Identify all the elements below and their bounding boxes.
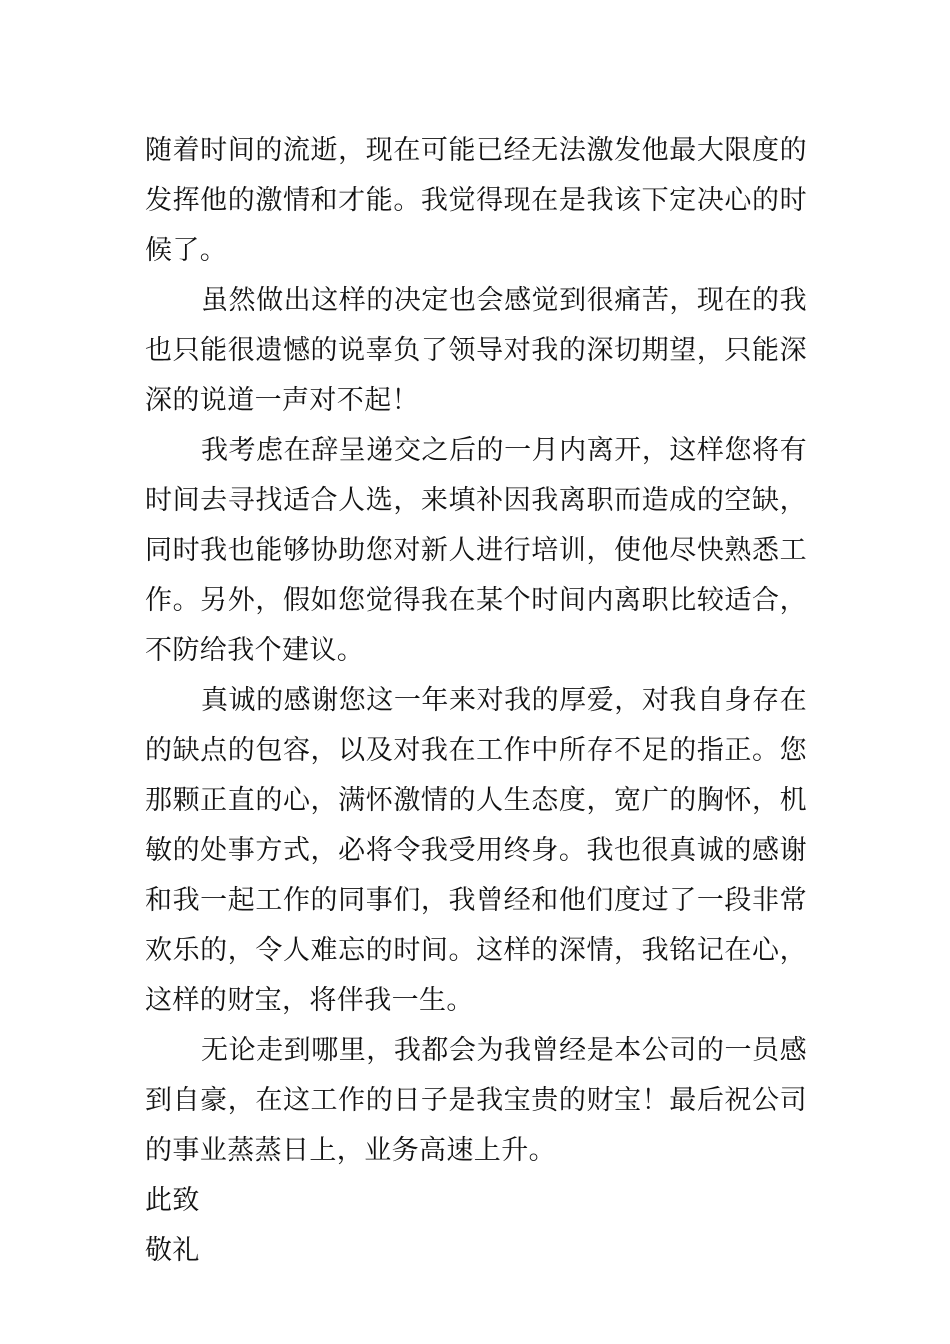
salutation: 敬礼 (145, 1235, 200, 1266)
closing-phrase: 此致 (145, 1185, 200, 1216)
paragraph-gratitude: 真诚的感谢您这一年来对我的厚爱，对我自身存在的缺点的包容，以及对我在工作中所存不足的指正。您那颗正直的心，满怀激情的人生态度，宽广的胸怀，机敏的处事方式，必将令我受用终身。我也很真诚的感谢和我一起工作的同事们，我曾经和他们度过了一段非常欢乐的，令人难忘的时间。这样的深情，我铭记在心，这样的财宝，将伴我一生。 (145, 685, 807, 1016)
paragraph-departure-plan: 我考虑在辞呈递交之后的一月内离开，这样您将有时间去寻找适合人选，来填补因我离职而造成的空缺，同时我也能够协助您对新人进行培训，使他尽快熟悉工作。另外，假如您觉得我在某个时间内离职比较适合，不防给我个建议。 (145, 435, 807, 666)
paragraph-wishes: 无论走到哪里，我都会为我曾经是本公司的一员感到自豪，在这工作的日子是我宝贵的财宝！最后祝公司的事业蒸蒸日上，业务高速上升。 (145, 1035, 807, 1166)
paragraph-apology: 虽然做出这样的决定也会感觉到很痛苦，现在的我也只能很遗憾的说辜负了领导对我的深切期望，只能深深的说道一声对不起！ (145, 285, 807, 416)
paragraph-continuation: 随着时间的流逝，现在可能已经无法激发他最大限度的发挥他的激情和才能。我觉得现在是我该下定决心的时候了。 (145, 135, 807, 266)
letter-body (145, 126, 807, 1276)
